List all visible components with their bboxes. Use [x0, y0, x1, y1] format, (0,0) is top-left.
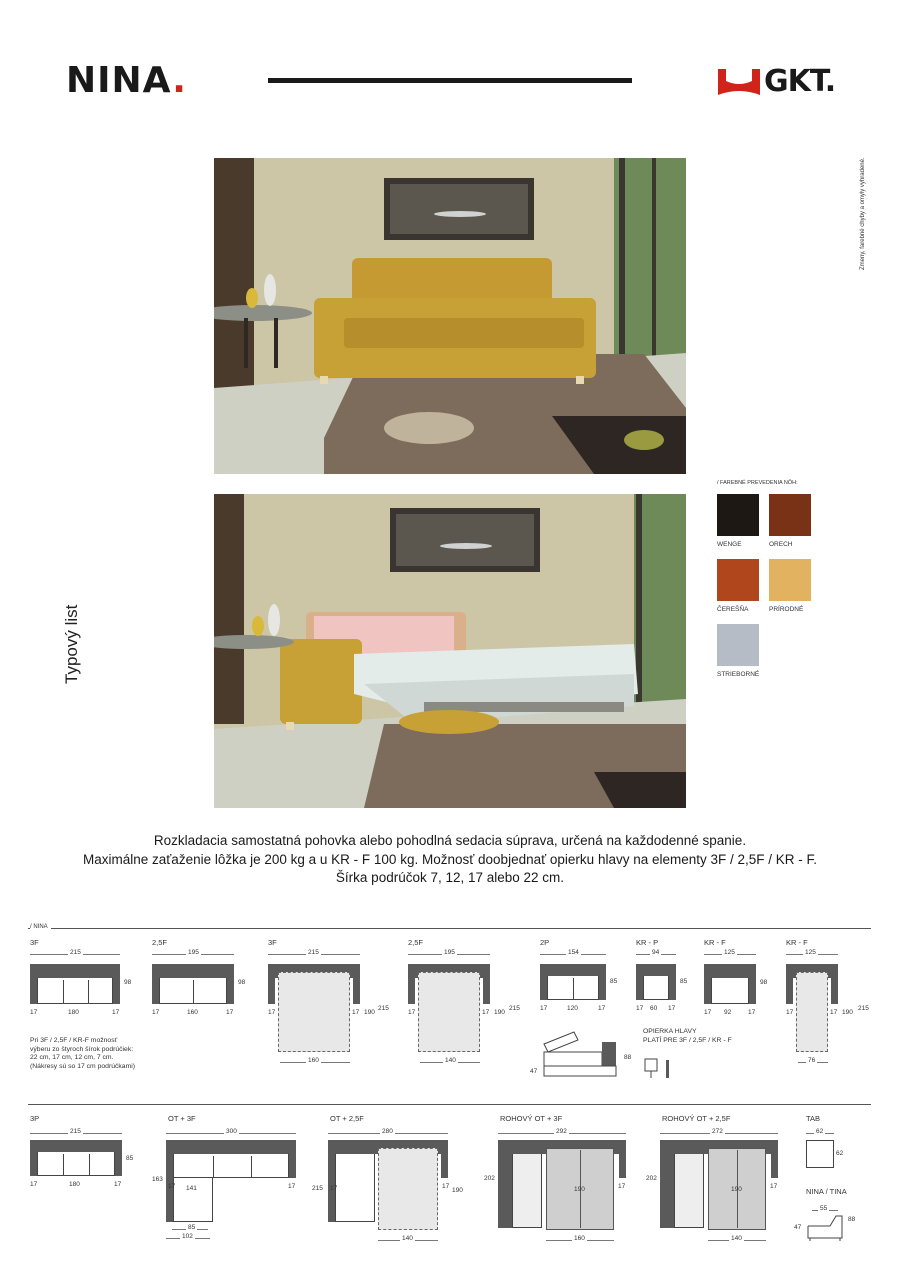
product-description [0, 832, 900, 888]
description-line-2: Maximálne zaťaženie lôžka je 200 kg a u KR - F 100 kg. Možnosť doobjednať opierku hlavy na elementy 3F / 2,5F / KR - F. [82, 851, 818, 867]
element-label: 3F [268, 938, 277, 947]
dimension-value: 17 [786, 1009, 794, 1016]
dimension-value: 102 [182, 1233, 193, 1240]
diagram-kr-f [704, 964, 756, 1004]
diagram-2p [540, 964, 606, 1000]
dimension-value: 17 [268, 1009, 276, 1016]
dimension-value: 98 [124, 979, 132, 986]
dimension-value: 215 [70, 949, 81, 956]
dimension-value: 47 [530, 1068, 538, 1075]
dimension-value: 55 [820, 1205, 828, 1212]
dimension-value: 17 [830, 1009, 838, 1016]
dimension-value: 202 [484, 1175, 495, 1182]
element-label: 2,5F [152, 938, 168, 947]
dimension-value: 154 [568, 949, 579, 956]
headrest-note: OPIERKA HLAVY PLATÍ PRE 3F / 2,5F / KR - F [643, 1028, 732, 1044]
dimension-value: 190 [494, 1009, 505, 1016]
diagram-3f-open [268, 964, 360, 1054]
element-label: ROHOVÝ OT + 3F [500, 1114, 563, 1123]
dimension-value: 17 [168, 1183, 176, 1190]
element-label: NINA / TINA [806, 1187, 847, 1196]
dimension-value: 17 [30, 1009, 38, 1016]
leg-color-swatch [717, 494, 759, 536]
dimension-value: 163 [152, 1176, 163, 1183]
leg-color-swatch [717, 624, 759, 666]
dimension-value: 202 [646, 1175, 657, 1182]
diagram-tab [806, 1140, 834, 1168]
element-label: TAB [806, 1114, 821, 1123]
leg-color-swatch [769, 494, 811, 536]
element-label: 3P [30, 1114, 40, 1123]
diagram-nina-tina-profile [806, 1214, 846, 1242]
dimension-value: 160 [187, 1009, 198, 1016]
dimension-value: 141 [186, 1185, 197, 1192]
leg-color-label: STRIEBORNÉ [717, 671, 760, 678]
element-label: 2P [540, 938, 550, 947]
dimension-value: 140 [402, 1235, 413, 1242]
dimension-value: 215 [312, 1185, 323, 1192]
dimension-value: 140 [445, 1057, 456, 1064]
dimension-value: 300 [226, 1128, 237, 1135]
element-label: KR - F [786, 938, 808, 947]
leg-color-label: WENGE [717, 541, 742, 548]
element-label: 2,5F [408, 938, 424, 947]
dimension-value: 272 [712, 1128, 723, 1135]
dimension-value: 215 [858, 1005, 869, 1012]
leg-color-label: ORECH [769, 541, 793, 548]
gkt-logo: GKT. [716, 64, 835, 99]
dimension-value: 125 [724, 949, 735, 956]
dimension-value: 190 [364, 1009, 375, 1016]
dimension-value: 215 [308, 949, 319, 956]
dimension-value: 120 [567, 1005, 578, 1012]
dimension-value: 280 [382, 1128, 393, 1135]
dimension-value: 215 [509, 1005, 520, 1012]
element-label: OT + 3F [168, 1114, 196, 1123]
diagram-corner-ot-25f [660, 1140, 778, 1230]
dimension-value: 85 [680, 978, 688, 985]
dimension-value: 190 [842, 1009, 853, 1016]
dimension-value: 88 [848, 1216, 856, 1223]
photo-sofa-bed-open [214, 494, 686, 808]
diagram-25f-open [408, 964, 490, 1054]
dimension-value: 17 [540, 1005, 548, 1012]
diagram-3p [30, 1140, 122, 1176]
dimension-value: 17 [112, 1009, 120, 1016]
element-label: KR - F [704, 938, 726, 947]
dimension-value: 17 [636, 1005, 644, 1012]
dimension-value: 17 [668, 1005, 676, 1012]
dimension-value: 125 [805, 949, 816, 956]
leg-color-swatch [717, 559, 759, 601]
diagram-3f [30, 964, 120, 1004]
section-label: / NINA [30, 924, 51, 930]
dimension-value: 195 [188, 949, 199, 956]
dimension-value: 17 [152, 1009, 160, 1016]
dimension-value: 215 [378, 1005, 389, 1012]
dimension-value: 17 [288, 1183, 296, 1190]
brand-title: NINA. [66, 60, 187, 101]
leg-color-label: PRÍRODNÉ [769, 606, 804, 613]
section-rule-middle [28, 1104, 871, 1105]
element-label: OT + 2,5F [330, 1114, 364, 1123]
dimension-value: 17 [408, 1009, 416, 1016]
armrest-note: Pri 3F / 2,5F / KR-F možnosť výberu zo štyroch šírok podrúčiek: 22 cm, 17 cm, 12 cm, 7 cm. (Nákresy sú so 17 cm podrúčkami) [30, 1037, 136, 1070]
dimension-value: 17 [30, 1181, 38, 1188]
dimension-value: 92 [724, 1009, 732, 1016]
dimension-value: 17 [748, 1009, 756, 1016]
dimension-value: 85 [126, 1155, 134, 1162]
element-label: KR - P [636, 938, 659, 947]
dimension-value: 62 [836, 1150, 844, 1157]
dimension-value: 85 [610, 978, 618, 985]
dimension-value: 180 [68, 1009, 79, 1016]
diagram-kr-p [636, 964, 676, 1000]
dimension-value: 160 [574, 1235, 585, 1242]
dimension-value: 17 [352, 1009, 360, 1016]
leg-color-label: ČEREŠŇA [717, 606, 749, 613]
dimension-value: 62 [816, 1128, 824, 1135]
dimension-value: 17 [704, 1009, 712, 1016]
gkt-logo-mark-icon [716, 67, 762, 97]
dimension-value: 140 [731, 1235, 742, 1242]
dimension-value: 47 [794, 1224, 802, 1231]
dimension-value: 17 [598, 1005, 606, 1012]
dimension-value: 215 [70, 1128, 81, 1135]
dimension-value: 292 [556, 1128, 567, 1135]
dimension-value: 17 [330, 1185, 338, 1192]
dimension-value: 98 [760, 979, 768, 986]
dimension-value: 17 [770, 1183, 778, 1190]
diagram-25f [152, 964, 234, 1004]
dimension-value: 195 [444, 949, 455, 956]
dimension-value: 17 [618, 1183, 626, 1190]
dimension-value: 180 [69, 1181, 80, 1188]
dimension-value: 76 [808, 1057, 816, 1064]
element-label: 3F [30, 938, 39, 947]
dimension-value: 17 [482, 1009, 490, 1016]
dimension-value: 85 [188, 1224, 196, 1231]
description-line-3: Šírka podrúčok 7, 12, 17 alebo 22 cm. [335, 870, 565, 885]
diagram-profile-open [540, 1030, 620, 1082]
dimension-value: 60 [650, 1005, 658, 1012]
description-line-1: Rozkladacia samostatná pohovka alebo pohodlná sedacia súprava, určená na každodenné spanie. [153, 833, 747, 848]
disclaimer-note: Zmeny, farebné chyby a omyly vyhradené. [860, 157, 866, 270]
dimension-value: 17 [114, 1181, 122, 1188]
dimension-value: 160 [308, 1057, 319, 1064]
leg-colors-title: / FAREBNÉ PREVEDENIA NÔH: [717, 480, 798, 486]
element-label: ROHOVÝ OT + 2,5F [662, 1114, 731, 1123]
diagram-ot-3f [166, 1140, 296, 1222]
headrest-icon [644, 1058, 674, 1080]
dimension-value: 190 [452, 1187, 463, 1194]
dimension-value: 88 [624, 1054, 632, 1061]
photo-sofa-closed [214, 158, 686, 474]
dimension-value: 94 [652, 949, 660, 956]
diagram-corner-ot-3f [498, 1140, 626, 1230]
dimension-value: 17 [442, 1183, 450, 1190]
dimension-value: 98 [238, 979, 246, 986]
leg-color-swatch [769, 559, 811, 601]
section-rule-top [28, 928, 871, 929]
dimension-value: 190 [731, 1186, 742, 1193]
document-type-label: Typový list [62, 604, 81, 684]
diagram-ot-25f [328, 1140, 448, 1232]
header-rule [268, 78, 632, 83]
dimension-value: 17 [226, 1009, 234, 1016]
dimension-value: 190 [574, 1186, 585, 1193]
